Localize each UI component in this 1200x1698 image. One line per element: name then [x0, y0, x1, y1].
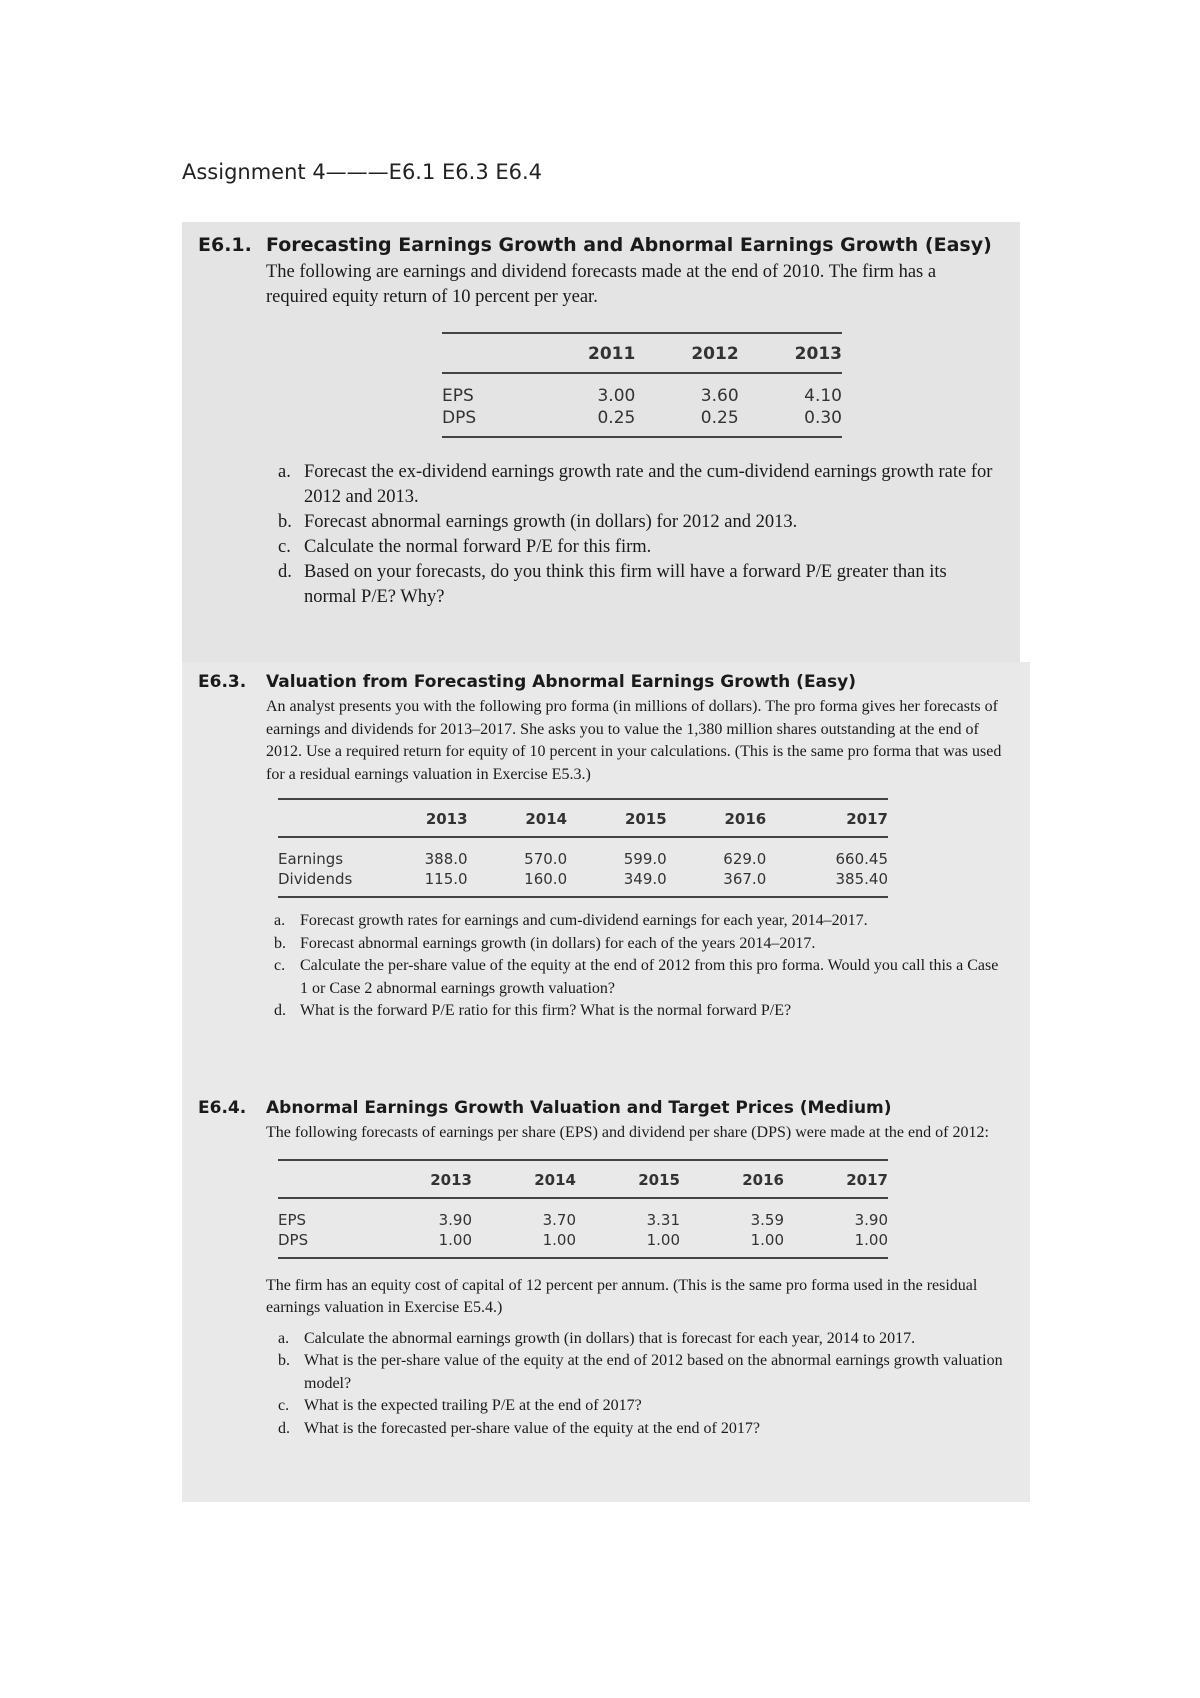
table-row: [278, 869, 888, 897]
table-row: [278, 1230, 888, 1258]
question-label: c.: [278, 537, 291, 557]
exercise-intro: The following forecasts of earnings per share (EPS) and dividend per share (DPS) were made at the end of 2012:: [266, 1124, 989, 1141]
scan-e6-1: [182, 222, 1020, 662]
table-header: 2017: [784, 1160, 888, 1198]
table-cell: Earnings: [278, 850, 344, 868]
table-header: 2015: [567, 799, 667, 837]
question-text: What is the per-share value of the equity at the end of 2012 based on the abnormal earnings growth valuation model?: [304, 1352, 1003, 1392]
exercise-number: E6.3.: [198, 672, 247, 692]
table-cell: 0.25: [700, 408, 739, 428]
table-cell: 115.0: [424, 870, 468, 888]
table-cell: 570.0: [524, 850, 568, 868]
question-label: d.: [278, 1419, 290, 1437]
table-header: 2012: [635, 333, 738, 373]
list-item: [278, 510, 1000, 535]
list-item: [274, 933, 1010, 956]
question-text: What is the expected trailing P/E at the end of 2017?: [304, 1397, 642, 1414]
table-cell: DPS: [442, 408, 477, 428]
table-header-row: [442, 333, 842, 373]
question-label: c.: [274, 957, 286, 974]
table-row: [278, 837, 888, 869]
table-cell: 4.10: [804, 386, 842, 406]
question-label: c.: [278, 1397, 290, 1414]
table-cell: 1.00: [438, 1230, 472, 1249]
table-row: [442, 407, 842, 437]
table-cell: 349.0: [623, 870, 667, 888]
list-item: [278, 560, 1000, 610]
exercise-intro: An analyst presents you with the following pro forma (in millions of dollars). The pro forma gives her forecasts of earnings and dividends for 2013–2017. She asks you to value the 1,380 million shares outstanding at the end of 2012. Use a required return for equity of 10 percent in your calculations. (This is the same pro forma that was used for a residual earnings valuation in Exercise E5.3.): [266, 698, 1002, 783]
question-list: [274, 910, 1010, 1023]
exercise-title: Forecasting Earnings Growth and Abnormal Earnings Growth (Easy): [266, 234, 992, 256]
table-cell: 3.31: [646, 1210, 680, 1229]
exercise-title: Abnormal Earnings Growth Valuation and Target Prices (Medium): [266, 1098, 892, 1118]
table-cell: 160.0: [524, 870, 568, 888]
question-text: Based on your forecasts, do you think this firm will have a forward P/E greater than its normal P/E? Why?: [304, 562, 947, 607]
question-text: Forecast the ex-dividend earnings growth rate and the cum-dividend earnings growth rate for 2012 and 2013.: [304, 462, 993, 507]
table-header: 2011: [532, 333, 635, 373]
table-cell: 385.40: [835, 870, 888, 888]
list-item: [278, 1328, 1010, 1351]
table-row: [278, 1198, 888, 1230]
table-cell: 660.45: [835, 850, 888, 868]
question-label: b.: [274, 934, 286, 952]
table-header: 2017: [766, 799, 888, 837]
question-label: d.: [274, 1002, 286, 1019]
exercise-intro: The following are earnings and dividend forecasts made at the end of 2010. The firm has a required equity return of 10 percent per year.: [266, 262, 937, 307]
question-list: [278, 460, 1000, 610]
table-header: 2015: [576, 1160, 680, 1198]
exercise-number: E6.1.: [198, 234, 252, 256]
table-cell: 3.70: [542, 1210, 576, 1229]
table-cell: 0.25: [597, 408, 636, 428]
forecast-table: [278, 1159, 888, 1259]
table-cell: 629.0: [723, 850, 767, 868]
table-header: [278, 1160, 368, 1198]
table-header: 2016: [667, 799, 767, 837]
table-header: [278, 799, 368, 837]
question-label: b.: [278, 1352, 290, 1369]
table-cell: 3.90: [438, 1210, 472, 1229]
table-cell: 3.59: [750, 1210, 784, 1229]
table-cell: 0.30: [804, 408, 842, 428]
list-item: [274, 1000, 1010, 1023]
question-text: Forecast abnormal earnings growth (in dollars) for 2012 and 2013.: [304, 512, 798, 532]
list-item: [278, 1418, 1010, 1441]
table-cell: 3.90: [854, 1210, 888, 1229]
question-text: Forecast growth rates for earnings and cum-dividend earnings for each year, 2014–2017.: [300, 912, 868, 929]
question-label: d.: [278, 562, 292, 582]
table-header: 2013: [368, 799, 468, 837]
question-text: Calculate the normal forward P/E for this firm.: [304, 537, 652, 557]
table-header-row: [278, 1160, 888, 1198]
exercise-number: E6.4.: [198, 1098, 247, 1118]
question-text: What is the forward P/E ratio for this firm? What is the normal forward P/E?: [300, 1002, 792, 1019]
table-cell: 1.00: [542, 1230, 576, 1249]
exercise-note: The firm has an equity cost of capital of 12 percent per annum. (This is the same pro forma used in the residual earnings valuation in Exercise E5.4.): [266, 1276, 978, 1316]
question-label: b.: [278, 512, 292, 532]
table-cell: 3.00: [597, 386, 636, 406]
table-cell: 388.0: [424, 850, 468, 868]
list-item: [274, 955, 1010, 1000]
list-item: [274, 910, 1010, 933]
table-cell: Dividends: [278, 870, 353, 888]
question-text: Calculate the per-share value of the equity at the end of 2012 from this pro forma. Would you call this a Case 1 or Case 2 abnormal earnings growth valuation?: [300, 957, 999, 997]
list-item: [278, 1350, 1010, 1395]
question-text: What is the forecasted per-share value of the equity at the end of 2017?: [304, 1419, 760, 1437]
list-item: [278, 535, 1000, 560]
exercise-title: Valuation from Forecasting Abnormal Earnings Growth (Easy): [266, 672, 856, 692]
table-header: 2014: [472, 1160, 576, 1198]
table-cell: 3.60: [700, 386, 739, 406]
question-label: a.: [278, 462, 291, 482]
exercise-e6-3: [198, 672, 1010, 1023]
table-header: 2016: [680, 1160, 784, 1198]
question-label: a.: [274, 912, 286, 929]
page-title: Assignment 4———E6.1 E6.3 E6.4: [182, 160, 543, 184]
table-header: 2014: [468, 799, 568, 837]
table-cell: 599.0: [623, 850, 667, 868]
table-cell: 1.00: [646, 1230, 680, 1249]
exercise-e6-1: [198, 234, 1000, 610]
table-cell: DPS: [278, 1230, 309, 1249]
table-header: 2013: [739, 333, 842, 373]
question-label: a.: [278, 1329, 290, 1347]
table-cell: 367.0: [723, 870, 767, 888]
question-list: [278, 1328, 1010, 1441]
list-item: [278, 1395, 1010, 1418]
table-header-row: [278, 799, 888, 837]
forecast-table: [442, 332, 842, 438]
exercise-e6-4: [198, 1098, 1010, 1440]
table-row: [442, 373, 842, 407]
pro-forma-table: [278, 798, 888, 898]
question-text: Calculate the abnormal earnings growth (in dollars) that is forecast for each year, 2014 to 2017.: [304, 1329, 916, 1347]
table-cell: 1.00: [854, 1230, 888, 1249]
question-text: Forecast abnormal earnings growth (in dollars) for each of the years 2014–2017.: [300, 934, 816, 952]
list-item: [278, 460, 1000, 510]
table-cell: 1.00: [750, 1230, 784, 1249]
table-cell: EPS: [278, 1210, 307, 1229]
table-header: 2013: [368, 1160, 472, 1198]
table-cell: EPS: [442, 386, 474, 406]
scan-e6-3-e6-4: [182, 662, 1030, 1502]
table-header: [442, 333, 532, 373]
